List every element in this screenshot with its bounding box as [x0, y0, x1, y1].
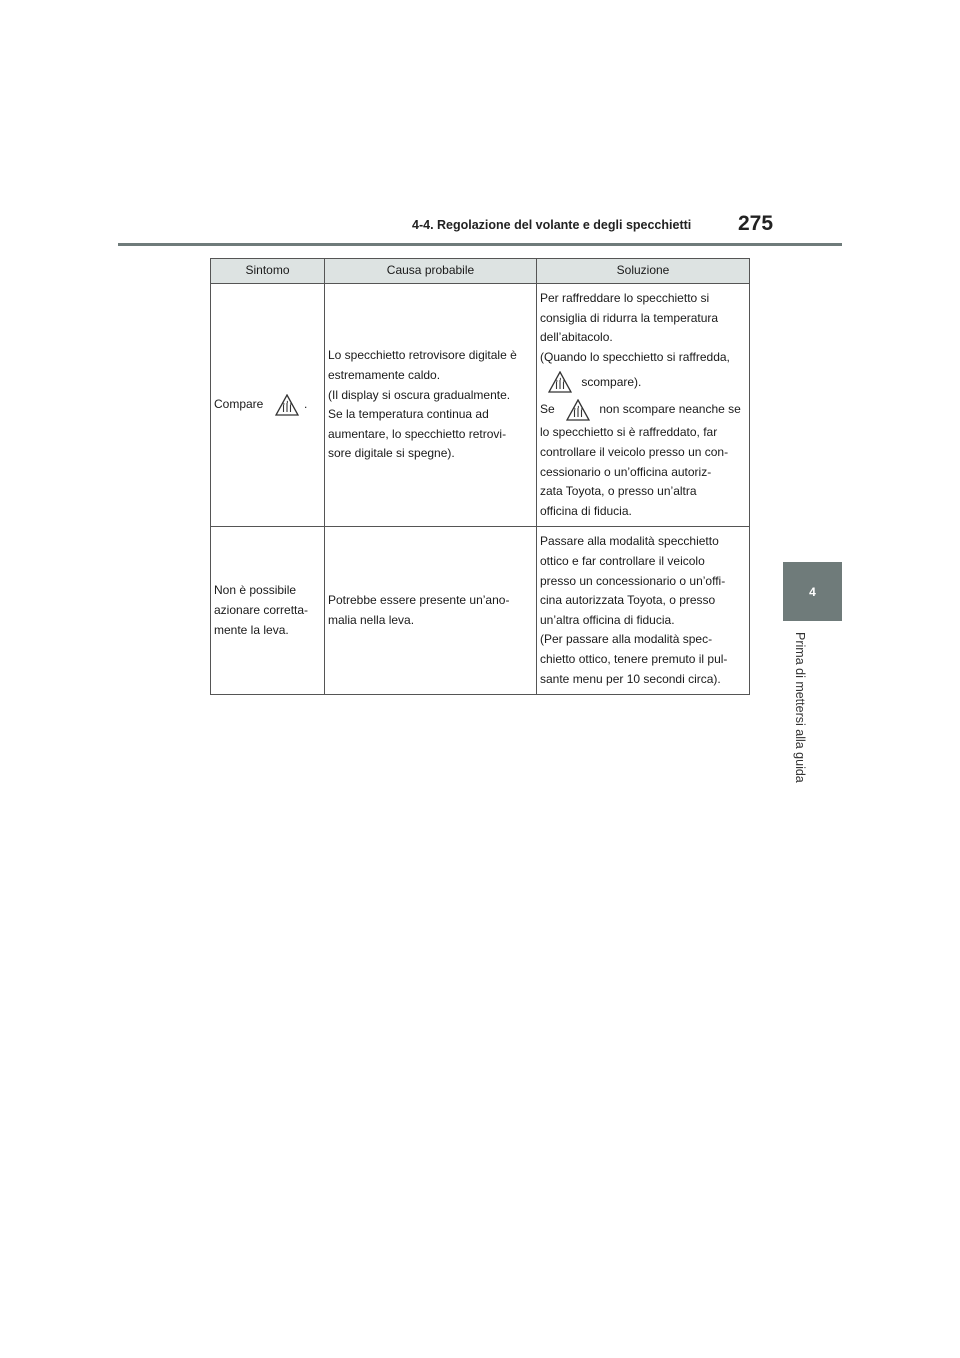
solution-line: ottico e far controllare il veicolo [540, 553, 705, 568]
chapter-number: 4 [809, 584, 816, 599]
section-title: 4-4. Regolazione del volante e degli specchietti [412, 218, 692, 232]
cause-line: estremamente caldo. [328, 367, 441, 382]
solution-line: un’altra officina di fiducia. [540, 612, 675, 627]
cause-line: (Il display si oscura gradualmente. [328, 387, 511, 402]
solution-line: presso un concessionario o un’offi- [540, 573, 726, 588]
mirror-heat-warning-icon [275, 394, 299, 416]
symptom-cell [211, 527, 325, 695]
troubleshooting-table [210, 258, 750, 695]
chapter-tab [783, 562, 842, 621]
mirror-heat-warning-icon [566, 399, 590, 421]
solution-line: lo specchietto si è raffreddato, far [540, 425, 718, 440]
solution-line: (Per passare alla modalità spec- [540, 632, 713, 647]
cause-line: Potrebbe essere presente un’ano- [328, 593, 510, 608]
solution-line: cina autorizzata Toyota, o presso [540, 593, 716, 608]
solution-cell [537, 527, 750, 695]
solution-line: Passare alla modalità specchietto [540, 534, 719, 549]
solution-icon-line [540, 367, 746, 397]
symptom-text: Compare [214, 397, 264, 412]
solution-cell [537, 284, 750, 527]
solution-text: scompare). [581, 374, 642, 389]
solution-line: (Quando lo specchietto si raffredda, [540, 349, 730, 364]
table-row [211, 284, 750, 527]
cause-line: sore digitale si spegne). [328, 446, 455, 461]
solution-line: dell’abitacolo. [540, 330, 613, 345]
symptom-suffix: . [304, 397, 308, 412]
solution-line: zata Toyota, o presso un’altra [540, 484, 697, 499]
solution-line: sante menu per 10 secondi circa). [540, 671, 721, 686]
solution-line: chietto ottico, tenere premuto il pul- [540, 651, 728, 666]
solution-text: Se [540, 402, 555, 417]
cause-line: Se la temperatura continua ad [328, 407, 489, 422]
symptom-cell [211, 284, 325, 527]
header-divider [118, 243, 842, 246]
column-header-symptom: Sintomo [211, 259, 325, 284]
solution-line: cessionario o un’officina autoriz- [540, 464, 712, 479]
solution-line: controllare il veicolo presso un con- [540, 444, 729, 459]
cause-cell [325, 527, 537, 695]
cause-line: aumentare, lo specchietto retrovi- [328, 426, 507, 441]
solution-line: consiglia di ridurra la temperatura [540, 310, 719, 325]
table-row [211, 527, 750, 695]
solution-line: officina di fiducia. [540, 503, 632, 518]
symptom-line: mente la leva. [214, 622, 289, 637]
cause-line: Lo specchietto retrovisore digitale è [328, 348, 517, 363]
solution-line: Per raffreddare lo specchietto si [540, 291, 710, 305]
mirror-heat-warning-icon [548, 371, 572, 393]
solution-text: non scompare neanche se [599, 402, 741, 417]
symptom-line: Non è possibile [214, 583, 297, 598]
page-number: 275 [738, 212, 774, 235]
solution-se-line [540, 397, 746, 423]
cause-line: malia nella leva. [328, 612, 415, 627]
column-header-cause: Causa probabile [325, 259, 537, 284]
column-header-solution: Soluzione [537, 259, 750, 284]
cause-cell [325, 284, 537, 527]
symptom-line: azionare corretta- [214, 602, 309, 617]
chapter-title: Prima di mettersi alla guida [793, 632, 807, 783]
table-header-row [211, 259, 750, 284]
